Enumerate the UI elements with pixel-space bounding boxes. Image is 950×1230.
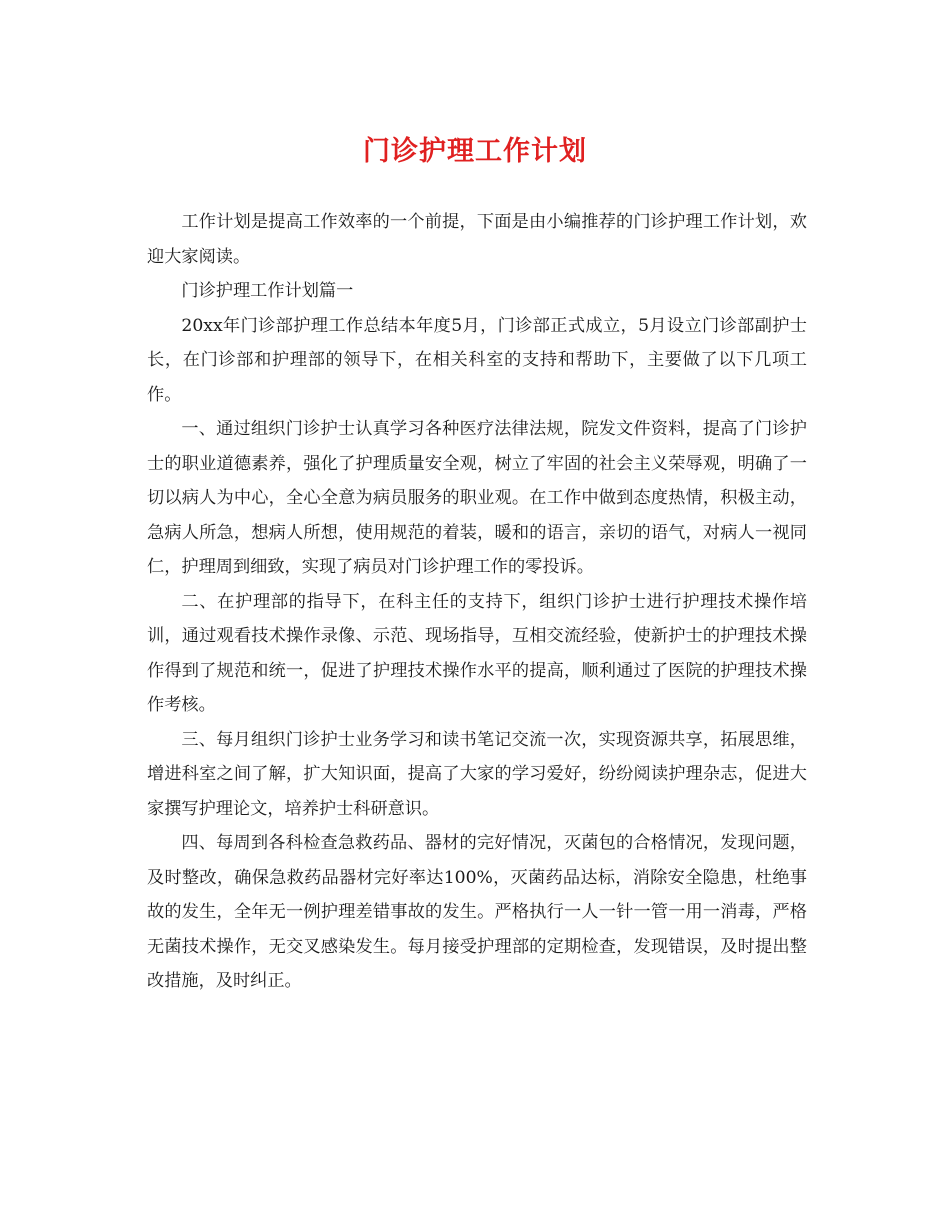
document-title: 门诊护理工作计划 [363,136,587,167]
section-heading: 门诊护理工作计划篇一 [181,281,354,301]
intro-paragraph: 工作计划是提高工作效率的一个前提，下面是由小编推荐的门诊护理工作计划，欢迎大家阅读。 [147,212,807,267]
body-paragraph: 四、每周到各科检查急救药品、器材的完好情况，灭菌包的合格情况，发现问题，及时整改，确保急救药品器材完好率达100%，灭菌药品达标，消除安全隐患，杜绝事故的发生，全年无一例护理差错事故的发生。严格执行一人一针一管一用一消毒，严格无菌技术操作，无交叉感染发生。每月接受护理部的定期检查，发现错误，及时提出整改措施，及时纠正。 [147,833,807,991]
body-paragraph: 三、每月组织门诊护士业务学习和读书笔记交流一次，实现资源共享，拓展思维，增进科室之间了解，扩大知识面，提高了大家的学习爱好，纷纷阅读护理杂志，促进大家撰写护理论文，培养护士科研意识。 [147,729,807,819]
document-body [147,205,807,999]
body-paragraph: 20xx年门诊部护理工作总结本年度5月，门诊部正式成立，5月设立门诊部副护士长，在门诊部和护理部的领导下，在相关科室的支持和帮助下，主要做了以下几项工作。 [147,315,807,405]
body-paragraph: 二、在护理部的指导下，在科主任的支持下，组织门诊护士进行护理技术操作培训，通过观看技术操作录像、示范、现场指导，互相交流经验，使新护士的护理技术操作得到了规范和统一，促进了护理技术操作水平的提高，顺利通过了医院的护理技术操作考核。 [147,591,807,715]
body-paragraph: 一、通过组织门诊护士认真学习各种医疗法律法规，院发文件资料，提高了门诊护士的职业道德素养，强化了护理质量安全观，树立了牢固的社会主义荣辱观，明确了一切以病人为中心，全心全意为病员服务的职业观。在工作中做到态度热情，积极主动，急病人所急，想病人所想，使用规范的着装，暖和的语言，亲切的语气，对病人一视同仁，护理周到细致，实现了病员对门诊护理工作的零投诉。 [147,419,807,577]
